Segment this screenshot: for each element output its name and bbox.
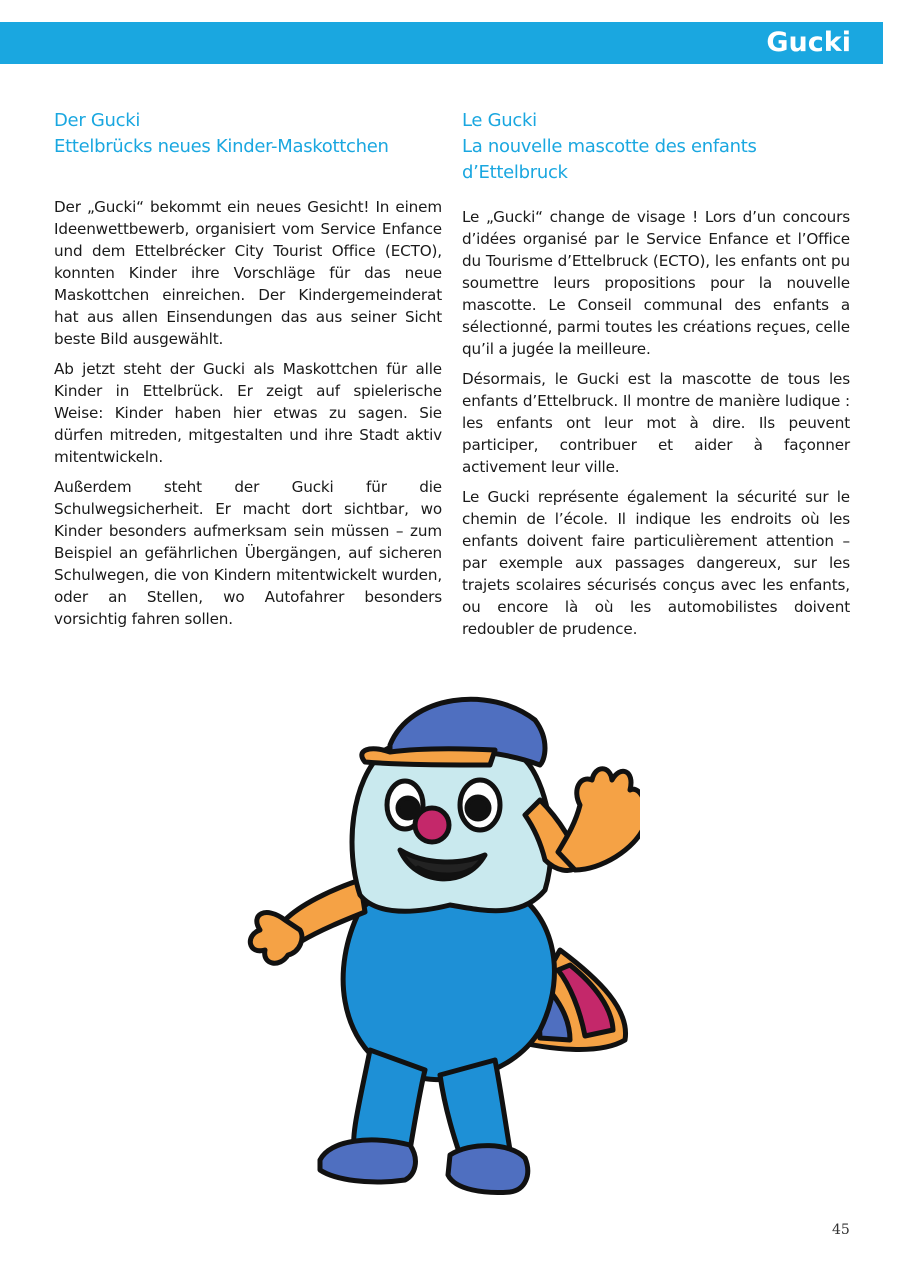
french-heading [462,108,850,186]
french-heading-subtitle: La nouvelle mascotte des enfants d’Ettelbruck [462,136,757,183]
german-heading-title: Der Gucki [54,110,141,131]
french-column [462,108,850,648]
german-column [54,108,442,638]
french-paragraph-2: Désormais, le Gucki est la mascotte de tous les enfants d’Ettelbruck. Il montre de manière ludique : les enfants ont leur mot à dire. Ils peuvent participer, contribuer et aider à façonner activement leur ville. [462,370,850,476]
header-banner [0,22,883,64]
french-heading-title: Le Gucki [462,110,537,131]
german-heading-subtitle: Ettelbrücks neues Kinder-Maskottchen [54,136,389,157]
page-number: 45 [832,1222,850,1238]
german-paragraph-3: Außerdem steht der Gucki für die Schulwegsicherheit. Er macht dort sichtbar, wo Kinder besonders aufmerksam sein müssen – zum Beispiel an gefährlichen Übergängen, auf sicheren Schulwegen, die von Kindern mitentwickelt wurden, oder an Stellen, wo Autofahrer besonders vorsichtig fahren sollen. [54,478,442,628]
french-paragraph-3: Le Gucki représente également la sécurité sur le chemin de l’école. Il indique les endroits où les enfants doivent faire particulièrement attention – par exemple aux passages dangereux, sur les trajets scolaires sécurisés conçus avec les enfants, ou encore là où les automobilistes doivent redoubler de prudence. [462,488,850,638]
gucki-mascot-illustration [240,680,640,1220]
german-paragraph-1: Der „Gucki“ bekommt ein neues Gesicht! In einem Ideenwettbewerb, organisiert vom Service Enfance und dem Ettelbrécker City Tourist Office (ECTO), konnten Kinder ihre Vorschläge für das neue Maskottchen einreichen. Der Kindergemeinderat hat aus allen Einsendungen das aus seiner Sicht beste Bild ausgewählt. [54,198,442,348]
page-title: Gucki [766,27,851,58]
german-paragraph-2: Ab jetzt steht der Gucki als Maskottchen für alle Kinder in Ettelbrück. Er zeigt auf spielerische Weise: Kinder haben hier etwas zu sagen. Sie dürfen mitreden, mitgestalten und ihre Stadt aktiv mitentwickeln. [54,360,442,466]
german-heading [54,108,442,160]
french-paragraph-1: Le „Gucki“ change de visage ! Lors d’un concours d’idées organisé par le Service Enfance et l’Office du Tourisme d’Ettelbruck (ECTO), les enfants ont pu soumettre leurs propositions pour la nouvelle mascotte. Le Conseil communal des enfants a sélectionné, parmi toutes les créations reçues, celle qu’il a jugée la meilleure. [462,208,850,358]
